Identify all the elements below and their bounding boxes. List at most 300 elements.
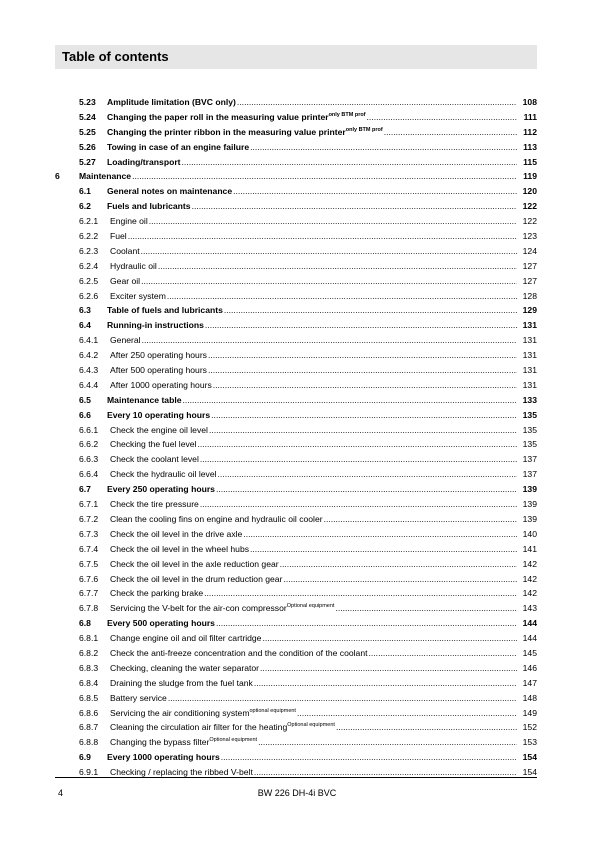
dot-leader (210, 408, 517, 423)
toc-entry-title-wrap (110, 333, 141, 348)
dot-leader (148, 214, 517, 229)
toc-entry-number: 6.6.4 (79, 469, 99, 480)
toc-entry-title: Running-in instructions (107, 320, 204, 331)
toc-entry-title-wrap (110, 244, 140, 259)
toc-entry-title: After 250 operating hours (110, 350, 207, 361)
toc-entry-number: 6.6.3 (79, 454, 99, 465)
toc-entry[interactable] (55, 512, 537, 527)
dot-leader (242, 527, 517, 542)
toc-entry[interactable] (55, 452, 537, 467)
toc-entry-title: Check the oil level in the axle reduction gear (110, 558, 279, 569)
toc-entry-title: Check the oil level in the drive axle (110, 528, 243, 539)
toc-entry-title: Servicing the V-belt for the air-con compressor (110, 603, 287, 614)
toc-entry-page: 131 (522, 350, 537, 361)
dot-leader (279, 557, 517, 572)
toc-entry-title-wrap (110, 646, 368, 661)
toc-entry-number: 6.6.2 (79, 439, 99, 450)
toc-entry-title: Gear oil (110, 275, 141, 286)
dot-leader (383, 125, 517, 140)
toc-entry-note: Optional equipment (287, 722, 335, 729)
toc-entry-page: 115 (523, 156, 537, 167)
toc-entry-title: Exciter system (110, 290, 166, 301)
toc-entry-title: Change engine oil and oil filter cartridge (110, 633, 262, 644)
toc-entry-page: 139 (522, 499, 537, 510)
dot-leader (166, 289, 517, 304)
toc-entry-title-wrap (110, 720, 335, 735)
toc-entry-title-wrap (110, 512, 323, 527)
dot-leader (207, 348, 517, 363)
dot-leader (261, 631, 517, 646)
toc-entry-title-wrap (107, 408, 210, 423)
toc-entry[interactable] (55, 303, 537, 318)
toc-entry-title: After 1000 operating hours (110, 379, 212, 390)
toc-entry-page: 148 (522, 692, 537, 703)
dot-leader (220, 750, 517, 765)
toc-entry[interactable] (55, 497, 537, 512)
toc-entry[interactable] (55, 169, 537, 184)
toc-entry-title-line (110, 735, 517, 750)
toc-entry[interactable] (55, 720, 537, 735)
toc-entry-title-line (110, 557, 517, 572)
dot-leader (199, 497, 517, 512)
page-title: Table of contents (62, 49, 169, 64)
dot-leader (249, 140, 517, 155)
toc-entry-title: After 500 operating hours (110, 365, 207, 376)
toc-entry[interactable] (55, 363, 537, 378)
toc-entry-number: 6.7.5 (79, 558, 99, 569)
dot-leader (141, 333, 517, 348)
toc-entry-page: 144 (522, 618, 537, 629)
toc-entry-title-line (107, 408, 517, 423)
toc-entry-title-line (110, 467, 517, 482)
dot-leader (212, 378, 517, 393)
toc-entry-number: 6.4.2 (79, 350, 99, 361)
toc-entry-title: Coolant (110, 245, 140, 256)
toc-entry-title: Check the tire pressure (110, 499, 199, 510)
toc-entry-title-wrap (107, 140, 249, 155)
toc-entry-page: 122 (522, 201, 537, 212)
toc-entry-page: 108 (522, 97, 537, 107)
toc-entry-page: 119 (523, 171, 537, 182)
toc-entry-title-wrap (110, 229, 127, 244)
dot-leader (127, 229, 517, 244)
toc-entry-title: General (110, 335, 141, 346)
toc-entry[interactable] (55, 333, 537, 348)
toc-entry-title-line (107, 140, 517, 155)
toc-entry-page: 149 (522, 707, 537, 718)
toc-entry-title-wrap (110, 467, 217, 482)
toc-entry-number: 6.5 (79, 394, 91, 405)
toc-entry[interactable] (55, 214, 537, 229)
toc-entry[interactable] (55, 378, 537, 393)
footer-divider (55, 777, 537, 778)
dot-leader (366, 110, 517, 125)
toc-entry-number: 6.8.2 (79, 647, 99, 658)
toc-entry-page: 140 (522, 528, 537, 539)
toc-entry-number: 5.27 (79, 156, 96, 167)
toc-entry-number: 5.24 (79, 111, 96, 122)
toc-entry-title-wrap (110, 378, 212, 393)
toc-entry-title-wrap (110, 348, 207, 363)
toc-entry[interactable] (55, 616, 537, 631)
toc-entry-title: Every 1000 operating hours (107, 752, 220, 763)
toc-entry-title: Every 500 operating hours (107, 618, 215, 629)
toc-entry[interactable] (55, 706, 537, 721)
dot-leader (199, 452, 517, 467)
toc-entry-title-line (110, 512, 517, 527)
toc-entry-number: 6.7.8 (79, 603, 99, 614)
toc-entry[interactable] (55, 259, 537, 274)
toc-entry-title: General notes on maintenance (107, 186, 233, 197)
toc-entry-number: 6.6.1 (79, 424, 99, 435)
toc-entry-title-wrap (110, 631, 261, 646)
toc-entry-title-wrap (110, 691, 167, 706)
toc-entry[interactable] (55, 155, 537, 170)
toc-entry-title-line (110, 378, 517, 393)
toc-entry-number: 6.2.5 (79, 275, 99, 286)
toc-entry-page: 133 (522, 394, 537, 405)
toc-entry-title: Changing the printer ribbon in the measuring value printer (107, 126, 346, 137)
toc-entry[interactable] (55, 676, 537, 691)
toc-entry-page: 153 (522, 737, 537, 748)
toc-entry-title: Amplitude limitation (BVC only) (107, 97, 236, 107)
dot-leader (207, 363, 517, 378)
toc-entry-title-wrap (107, 184, 232, 199)
toc-entry-title-wrap (107, 750, 220, 765)
toc-entry-page: 137 (522, 469, 537, 480)
toc-entry-title: Changing the paper roll in the measuring value printer (107, 111, 329, 122)
toc-entry-number: 5.23 (79, 97, 96, 107)
dot-leader (157, 259, 517, 274)
toc-entry-title-line (110, 259, 517, 274)
toc-entry-page: 122 (522, 216, 537, 227)
toc-entry-title-wrap (110, 542, 249, 557)
toc-entry-page: 147 (522, 677, 537, 688)
toc-entry-title-wrap (110, 661, 259, 676)
dot-leader (259, 661, 517, 676)
toc-entry-page: 143 (522, 603, 537, 614)
toc-entry-title-wrap (107, 155, 181, 170)
toc-entry-title-line (110, 527, 517, 542)
toc-entry[interactable] (55, 542, 537, 557)
toc-entry-title-wrap (79, 169, 131, 184)
toc-entry[interactable] (55, 586, 537, 601)
toc-entry[interactable] (55, 482, 537, 497)
toc-entry-title-wrap (107, 303, 223, 318)
toc-entry[interactable] (55, 318, 537, 333)
toc-entry-title: Fuels and lubricants (107, 201, 191, 212)
toc-entry-page: 127 (522, 260, 537, 271)
toc-entry-number: 6.4.3 (79, 365, 99, 376)
toc-entry-title: Every 250 operating hours (107, 484, 215, 495)
toc-entry[interactable] (55, 140, 537, 155)
toc-entry-note: Optional equipment (209, 737, 258, 744)
toc-entry-title: Loading/transport (107, 156, 181, 167)
toc-entry-title-line (107, 110, 517, 125)
toc-entry-title: Check the coolant level (110, 454, 199, 465)
toc-entry-title-line (110, 437, 517, 452)
toc-entry-number: 6.9 (79, 752, 91, 763)
toc-entry-title-line (107, 750, 517, 765)
toc-entry-number: 6.6 (79, 409, 91, 420)
toc-entry-title: Fuel (110, 231, 127, 242)
toc-entry-page: 120 (522, 186, 537, 197)
toc-entry[interactable] (55, 467, 537, 482)
toc-entry-page: 131 (522, 335, 537, 346)
dot-leader (140, 274, 517, 289)
toc-entry-title-wrap (107, 616, 215, 631)
toc-entry-title-wrap (107, 318, 204, 333)
toc-entry-number: 5.26 (79, 141, 96, 152)
toc-entry-title-line (110, 601, 517, 616)
toc-entry-title-line (107, 482, 517, 497)
toc-entry-title-wrap (110, 706, 296, 721)
toc-entry-title-wrap (110, 676, 253, 691)
toc-entry-title-line (110, 706, 517, 721)
toc-entry-page: 154 (522, 767, 537, 778)
toc-entry-title: Checking the fuel level (110, 439, 197, 450)
toc-entry-number: 6.4 (79, 320, 91, 331)
toc-entry[interactable] (55, 557, 537, 572)
toc-entry-title: Check the oil level in the wheel hubs (110, 543, 250, 554)
toc-entry-number: 6 (55, 171, 60, 182)
toc-entry-title-line (110, 497, 517, 512)
toc-entry-page: 142 (522, 588, 537, 599)
toc-entry-title-wrap (110, 289, 166, 304)
toc-entry-title-wrap (110, 259, 157, 274)
toc-entry-page: 131 (522, 379, 537, 390)
toc-entry[interactable] (55, 95, 537, 110)
toc-entry[interactable] (55, 229, 537, 244)
toc-entry-title-wrap (110, 437, 196, 452)
toc-entry-number: 6.8 (79, 618, 91, 629)
dot-leader (282, 572, 517, 587)
toc-entry-title-line (110, 691, 517, 706)
toc-entry-title-wrap (110, 586, 203, 601)
toc-entry-note: Optional equipment (286, 603, 335, 610)
toc-entry-page: 137 (522, 454, 537, 465)
dot-leader (167, 691, 517, 706)
toc-entry-title-wrap (110, 274, 140, 289)
toc-entry-title-wrap (107, 95, 236, 110)
toc-entry-title-line (110, 274, 517, 289)
toc-entry-title-line (107, 125, 517, 140)
toc-entry-page: 131 (522, 365, 537, 376)
toc-entry-title-line (110, 646, 517, 661)
toc-entry-title: Engine oil (110, 216, 148, 227)
toc-entry-page: 141 (522, 543, 537, 554)
toc-entry-title-wrap (107, 125, 383, 140)
toc-entry-page: 145 (522, 647, 537, 658)
toc-entry[interactable] (55, 125, 537, 140)
toc-entry[interactable] (55, 244, 537, 259)
dot-leader (217, 467, 517, 482)
toc-entry-number: 6.2 (79, 201, 91, 212)
toc-entry-page: 111 (523, 111, 537, 122)
toc-entry-title-wrap (110, 452, 199, 467)
toc-entry-number: 6.7 (79, 484, 91, 495)
footer-model-name: BW 226 DH-4i BVC (257, 788, 337, 798)
toc-entry[interactable] (55, 572, 537, 587)
table-of-contents (55, 95, 537, 780)
toc-entry-title-wrap (110, 363, 207, 378)
toc-entry-title-line (110, 676, 517, 691)
toc-entry-title-wrap (110, 735, 257, 750)
toc-entry-title: Check the hydraulic oil level (110, 469, 217, 480)
toc-entry-title: Check the parking brake (110, 588, 204, 599)
toc-entry-title-wrap (110, 497, 199, 512)
toc-entry[interactable] (55, 423, 537, 438)
toc-entry-title-line (110, 214, 517, 229)
toc-entry-number: 6.2.3 (79, 245, 99, 256)
toc-entry-page: 152 (522, 722, 537, 733)
toc-entry-title: Maintenance (79, 171, 132, 182)
toc-entry-title: Draining the sludge from the fuel tank (110, 677, 253, 688)
dot-leader (223, 303, 517, 318)
toc-entry-title-line (107, 95, 517, 110)
toc-entry-title: Cleaning the circulation air filter for the heating (110, 722, 288, 733)
toc-entry-number: 6.7.3 (79, 528, 99, 539)
dot-leader (140, 244, 517, 259)
toc-entry[interactable] (55, 631, 537, 646)
dot-leader (215, 616, 517, 631)
toc-entry[interactable] (55, 437, 537, 452)
toc-entry-note: optional equipment (249, 707, 296, 714)
toc-entry-title-wrap (107, 482, 215, 497)
toc-entry-title-wrap (110, 527, 242, 542)
toc-entry-title-line (110, 423, 517, 438)
toc-entry-title-line (79, 169, 517, 184)
toc-entry-title-line (107, 155, 517, 170)
toc-header-bar (55, 45, 537, 69)
toc-entry-title-line (110, 244, 517, 259)
toc-entry-page: 131 (522, 320, 537, 331)
toc-entry-page: 154 (522, 752, 537, 763)
toc-entry[interactable] (55, 274, 537, 289)
dot-leader (232, 184, 517, 199)
toc-entry-number: 6.7.2 (79, 513, 99, 524)
dot-leader (204, 318, 517, 333)
toc-entry-note: only BTM prof (328, 111, 366, 118)
toc-entry-title: Every 10 operating hours (107, 409, 211, 420)
toc-entry-title-line (107, 303, 517, 318)
dot-leader (131, 169, 517, 184)
dot-leader (191, 199, 517, 214)
toc-entry-number: 6.3 (79, 305, 91, 316)
toc-entry-title: Battery service (110, 692, 167, 703)
footer-page-number: 4 (58, 788, 64, 798)
toc-entry-number: 6.7.6 (79, 573, 99, 584)
toc-entry-page: 135 (522, 409, 537, 420)
toc-entry-title: Servicing the air conditioning system (110, 707, 250, 718)
toc-entry-number: 6.1 (79, 186, 91, 197)
toc-entry-title-line (110, 586, 517, 601)
toc-entry[interactable] (55, 348, 537, 363)
toc-entry-title-line (110, 542, 517, 557)
toc-entry-title: Checking, cleaning the water separator (110, 662, 260, 673)
toc-entry-number: 6.4.4 (79, 379, 99, 390)
toc-entry[interactable] (55, 393, 537, 408)
toc-entry-title-wrap (110, 214, 148, 229)
toc-entry-page: 139 (522, 484, 537, 495)
toc-entry-number: 6.8.8 (79, 737, 99, 748)
dot-leader (215, 482, 517, 497)
toc-entry-title-line (110, 289, 517, 304)
toc-entry[interactable] (55, 750, 537, 765)
toc-entry[interactable] (55, 110, 537, 125)
toc-entry-title-line (110, 572, 517, 587)
toc-entry-number: 6.2.4 (79, 260, 99, 271)
toc-entry[interactable] (55, 184, 537, 199)
toc-entry-number: 6.8.4 (79, 677, 99, 688)
toc-entry-page: 113 (523, 141, 537, 152)
toc-entry-page: 124 (522, 245, 537, 256)
toc-entry-page: 144 (522, 633, 537, 644)
dot-leader (208, 423, 517, 438)
toc-entry-title-line (107, 184, 517, 199)
toc-entry-title-wrap (107, 110, 366, 125)
toc-entry-title: Check the oil level in the drum reduction gear (110, 573, 283, 584)
dot-leader (236, 95, 517, 110)
dot-leader (249, 542, 517, 557)
toc-entry-title-wrap (107, 393, 182, 408)
toc-entry[interactable] (55, 661, 537, 676)
toc-entry-number: 6.2.6 (79, 290, 99, 301)
toc-entry-number: 6.8.6 (79, 707, 99, 718)
dot-leader (196, 437, 517, 452)
toc-entry[interactable] (55, 735, 537, 750)
toc-entry-title-line (110, 229, 517, 244)
dot-leader (335, 720, 517, 735)
toc-entry[interactable] (55, 601, 537, 616)
dot-leader (203, 586, 517, 601)
toc-entry-title-line (107, 393, 517, 408)
toc-entry-title: Clean the cooling fins on engine and hydraulic oil cooler (110, 513, 323, 524)
dot-leader (296, 706, 517, 721)
toc-entry-title-line (110, 720, 517, 735)
toc-entry-number: 6.8.5 (79, 692, 99, 703)
toc-entry-title-line (110, 363, 517, 378)
toc-entry-title-wrap (107, 199, 191, 214)
toc-entry[interactable] (55, 527, 537, 542)
toc-entry-number: 5.25 (79, 126, 96, 137)
toc-entry-title-line (107, 616, 517, 631)
toc-entry-page: 112 (523, 126, 537, 137)
toc-entry-number: 6.2.1 (79, 216, 99, 227)
toc-entry-title-line (110, 631, 517, 646)
toc-entry-title-wrap (110, 572, 282, 587)
toc-entry-page: 135 (522, 439, 537, 450)
toc-entry-number: 6.4.1 (79, 335, 99, 346)
toc-entry-title: Hydraulic oil (110, 260, 157, 271)
toc-entry-number: 6.8.1 (79, 633, 99, 644)
toc-entry-title-line (110, 452, 517, 467)
toc-entry[interactable] (55, 691, 537, 706)
toc-entry[interactable] (55, 199, 537, 214)
toc-entry-title-wrap (110, 601, 334, 616)
dot-leader (253, 676, 517, 691)
toc-entry-title: Changing the bypass filter (110, 737, 210, 748)
toc-entry[interactable] (55, 289, 537, 304)
toc-entry-number: 6.8.3 (79, 662, 99, 673)
toc-entry[interactable] (55, 408, 537, 423)
toc-entry-note: only BTM prof (345, 126, 383, 133)
dot-leader (182, 393, 518, 408)
toc-entry-title: Checking / replacing the ribbed V-belt (110, 767, 253, 778)
toc-entry[interactable] (55, 646, 537, 661)
toc-entry-number: 6.8.7 (79, 722, 99, 733)
toc-entry-page: 142 (522, 558, 537, 569)
